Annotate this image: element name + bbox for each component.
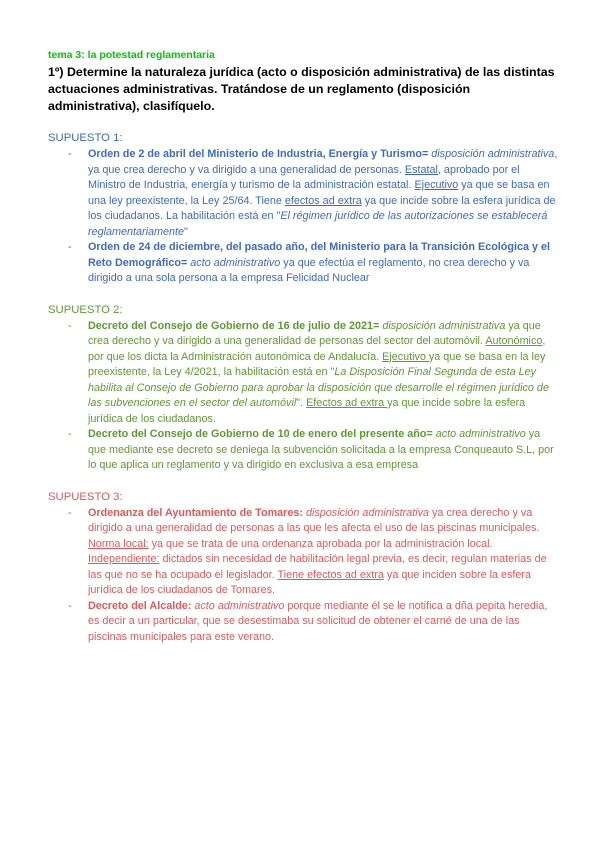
item-heading: Decreto del Consejo de Gobierno de 16 de julio de 2021=	[88, 319, 380, 332]
text-run: ya que mediante ese decreto se deniega la subvención solicitada a la empresa Conqueauto S.L, por lo que aplica un reglamento y va dirigido en exclusiva a esa empresa	[88, 428, 554, 471]
text-run: ya que incide sobre la esfera jurídica de los ciudadanos.	[88, 397, 526, 425]
text-run: , ya que crea derecho y va dirigido a una generalidad de personas.	[88, 148, 558, 176]
classification-label: acto administrativo	[194, 599, 285, 612]
keyword-ejecutivo: Ejecutivo	[414, 179, 459, 191]
bullet-dash: -	[68, 148, 72, 160]
classification-label: acto administrativo	[435, 428, 526, 440]
supuesto-1-title: SUPUESTO 1:	[48, 132, 123, 144]
keyword-efectos-ad-extra: Efectos ad extra	[306, 397, 388, 409]
list-item	[48, 427, 560, 474]
bullet-dash: -	[68, 241, 72, 253]
keyword-estatal: Estatal	[404, 163, 438, 176]
list-item	[48, 319, 560, 428]
classification-label: disposición administrativa	[305, 506, 430, 519]
item-heading: Decreto del Consejo de Gobierno de 10 de enero del presente año=	[88, 428, 433, 440]
text-run: ya que se trata de una ordenanza aprobada por la administración local.	[148, 537, 493, 550]
supuesto-3-list	[48, 506, 560, 646]
text-run: ya que efectúa el reglamento, no crea derecho y va dirigido a una sola persona a la empresa Felicidad Nuclear	[88, 256, 530, 284]
keyword-norma-local: Norma local:	[88, 537, 149, 550]
list-item	[48, 599, 560, 646]
text-run: ya crea derecho y va dirigido a una generalidad de personas a las que les afecta el uso de las piscinas municipales.	[88, 506, 540, 534]
item-heading: Orden de 2 de abril del Ministerio de Industria, Energía y Turismo=	[88, 148, 429, 160]
text-run: , por que los dicta la Administración autonómica de Andalucía.	[88, 335, 546, 363]
keyword-efectos-ad-extra: efectos ad extra	[284, 194, 362, 207]
text-run: "	[184, 225, 188, 238]
quoted-habilitation: El régimen jurídico de las autorizaciones se establecerá reglamentariamente	[88, 210, 548, 238]
text-run: dictados sin necesidad de habilitación legal previa, es decir, regulan materias de las que no se ha ocupado el legislador.	[88, 553, 547, 581]
text-run: ya que se basa en la ley preexistente, la Ley 4/2021, la habilitación está en "	[88, 350, 546, 378]
classification-label: disposición administrativa	[382, 319, 506, 332]
bullet-dash: -	[68, 599, 72, 612]
keyword-efectos-ad-extra: Tiene efectos ad extra	[277, 568, 384, 581]
text-run: , aprobado por el Ministro de Industria, energía y turismo de la administración estatal.	[88, 163, 520, 191]
question-text: 1º) Determine la naturaleza jurídica (acto o disposición administrativa) de las distintas actuaciones administrativas. Tratándose de un reglamento (disposición administrativa), clasifíquelo.	[48, 65, 555, 113]
text-run: ya que crea derecho y va dirigido a una generalidad de personas del sector del automóvil.	[88, 319, 541, 347]
topic-heading: tema 3: la potestad reglamentaria	[48, 49, 215, 61]
bullet-dash: -	[68, 506, 72, 519]
item-heading: Ordenanza del Ayuntamiento de Tomares:	[88, 506, 303, 519]
quoted-habilitation: La Disposición Final Segunda de esta Ley habilita al Consejo de Gobierno para aprobar la disposición que desarrolle el régimen jurídico de las subvenciones en el sector del automóvil	[88, 366, 549, 409]
item-heading: Decreto del Alcalde:	[88, 599, 192, 612]
keyword-autonomico: Autonómico	[485, 335, 543, 347]
text-run: ya que incide sobre la esfera jurídica de los ciudadanos. La habilitación está en "	[88, 194, 556, 222]
text-run: ".	[296, 397, 307, 409]
text-run: ya que inciden sobre la esfera jurídica de los ciudadanos de Tomares.	[88, 568, 531, 596]
list-item	[48, 147, 560, 240]
text-run: ya que se basa en una ley preexistente, la Ley 25/64. Tiene	[88, 179, 550, 207]
bullet-dash: -	[68, 428, 72, 440]
supuesto-3-title: SUPUESTO 3:	[48, 490, 123, 503]
classification-label: disposición administrativa	[431, 148, 555, 160]
supuesto-3-section	[48, 490, 560, 646]
keyword-independiente: Independiente:	[88, 553, 160, 565]
bullet-dash: -	[68, 319, 72, 332]
classification-label: acto administrativo	[190, 256, 281, 269]
list-item	[48, 506, 560, 599]
supuesto-2-list	[48, 319, 560, 474]
text-run: porque mediante él se le notifica a dña pepita heredia, es decir a un particular, que se desestimaba su solicitud de obtener el carné de una de las piscinas municipales para este verano.	[88, 599, 548, 643]
item-heading: Orden de 24 de diciembre, del pasado año, del Ministerio para la Transición Ecológica y el Reto Demográfico=	[88, 241, 551, 269]
supuesto-2-section	[48, 303, 560, 474]
supuesto-1-list	[48, 147, 560, 287]
list-item	[48, 240, 560, 287]
keyword-ejecutivo: Ejecutivo	[382, 350, 429, 363]
supuesto-2-title: SUPUESTO 2:	[48, 303, 123, 316]
supuesto-1-section	[48, 131, 560, 287]
